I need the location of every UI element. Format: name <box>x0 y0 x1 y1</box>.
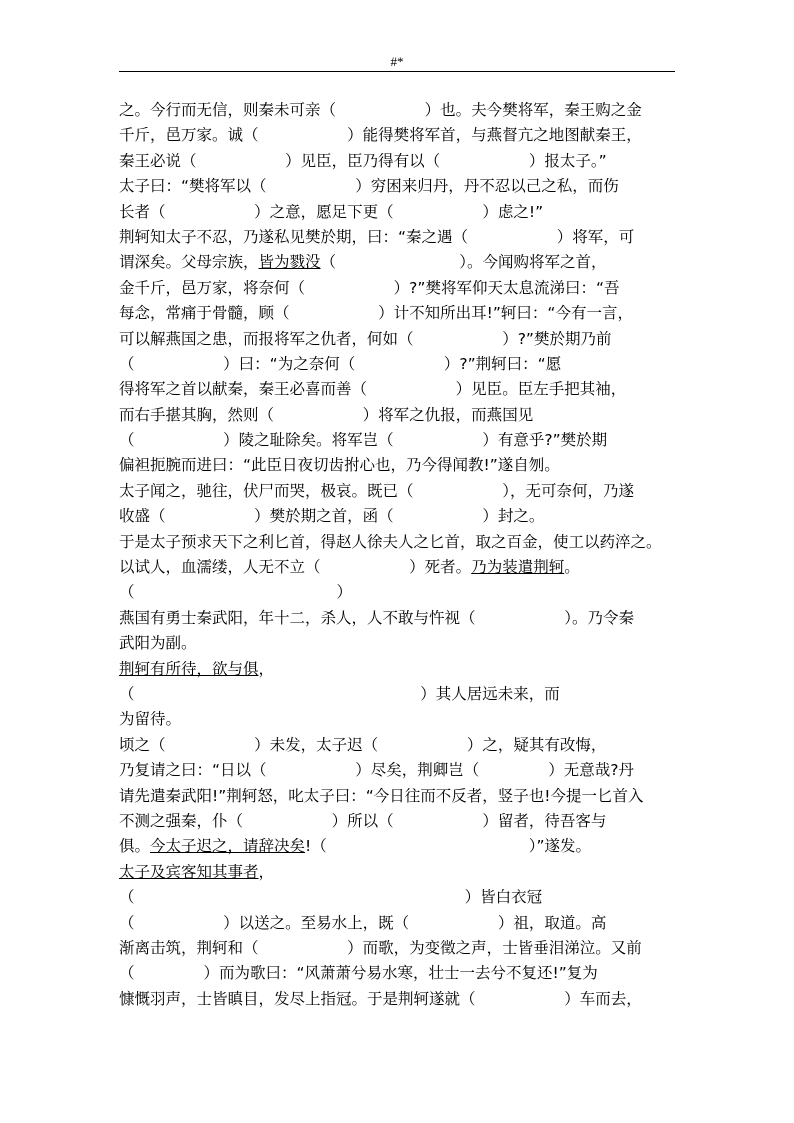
text-line <box>119 911 679 936</box>
text-line <box>119 834 679 859</box>
text-line <box>119 631 679 656</box>
text-line <box>119 885 679 910</box>
text-segment: 俱。 <box>119 837 151 856</box>
header-rule <box>119 71 675 72</box>
text-segment: 谓深矣。父母宗族， <box>119 253 259 272</box>
text-segment: 燕国有勇士秦武阳，年十二，杀人，人不敢与忤视（ ）。乃令秦 <box>119 608 634 627</box>
text-segment: （ ）皆白衣冠 <box>119 888 543 907</box>
text-segment: （ ）。今闻购将军之首， <box>320 253 607 272</box>
text-line <box>119 657 679 682</box>
text-line <box>119 377 679 402</box>
text-segment: 为留待。 <box>119 710 182 729</box>
text-line <box>119 174 679 199</box>
text-line <box>119 555 679 580</box>
text-segment: 以试人，血濡缕，人无不立（ ）死者。 <box>119 558 472 577</box>
text-segment: 每念，常痛于骨髓，顾（ ）计不知所出耳!”轲曰：“今有一言， <box>119 304 633 323</box>
text-line <box>119 123 679 148</box>
text-line <box>119 479 679 504</box>
text-line <box>119 504 679 529</box>
text-line <box>119 733 679 758</box>
text-segment: （ ）曰：“为之奈何（ ）?”荆轲曰：“愿 <box>119 354 562 373</box>
text-line <box>119 276 679 301</box>
text-line <box>119 860 679 885</box>
text-segment: （ ） <box>119 583 353 602</box>
underlined-phrase: 乃为装遣荆轲 <box>471 558 565 577</box>
text-line <box>119 961 679 986</box>
text-line <box>119 453 679 478</box>
text-line <box>119 250 679 275</box>
text-segment: 荆轲知太子不忍，乃遂私见樊於期，曰：“秦之遇（ ）将军，可 <box>119 227 635 246</box>
text-line <box>119 301 679 326</box>
text-segment: 渐离击筑，荆轲和（ ）而歌，为变徵之声，士皆垂泪涕泣。又前 <box>119 938 642 957</box>
text-segment: （ ）陵之耻除矣。将军岂（ ）有意乎?”樊於期 <box>119 431 608 450</box>
text-segment: 太子曰：“樊将军以（ ）穷困来归丹，丹不忍以己之私，而伤 <box>119 177 619 196</box>
underlined-phrase: 今太子迟之，请辞决矣 <box>150 837 306 856</box>
text-segment: 可以解燕国之患，而报将军之仇者，何如（ ）?”樊於期乃前 <box>119 329 612 348</box>
underlined-phrase: 皆为戮没 <box>258 253 321 272</box>
text-segment: 秦王必说（ ）见臣，臣乃得有以（ ）报太子。” <box>119 151 607 170</box>
underlined-phrase: 太子及宾客知其事者 <box>119 862 259 881</box>
worksheet-text <box>119 98 679 1012</box>
text-line <box>119 809 679 834</box>
text-segment: 。 <box>564 558 580 577</box>
text-line <box>119 987 679 1012</box>
text-line <box>119 428 679 453</box>
text-segment: !（ ）”遂发。 <box>305 837 592 856</box>
text-segment: 于是太子预求天下之利匕首，得赵人徐夫人之匕首，取之百金，使工以药淬之。 <box>119 532 662 551</box>
text-segment: 慷慨羽声，士皆瞋目，发尽上指冠。于是荆轲遂就（ ）车而去， <box>119 989 642 1008</box>
text-line <box>119 327 679 352</box>
text-segment: 千斤，邑万家。诚（ ）能得樊将军首，与燕督亢之地图献秦王， <box>119 126 642 145</box>
underlined-phrase: 荆轲有所待，欲与俱 <box>119 659 259 678</box>
text-segment: （ ）而为歌曰：“风萧萧兮易水寒，壮士一去兮不复还!”复为 <box>119 964 598 983</box>
text-line <box>119 936 679 961</box>
text-segment: 偏袒扼腕而进曰：“此臣日夜切齿拊心也，乃今得闻教!”遂自刎。 <box>119 456 560 475</box>
text-segment: 之。今行而无信，则秦未可亲（ ）也。夫今樊将军，秦王购之金 <box>119 101 642 119</box>
text-segment: 收盛（ ）樊於期之首，函（ ）封之。 <box>119 507 545 526</box>
text-segment: 请先遣秦武阳!”荆轲怒，叱太子曰：“今日往而不反者，竖子也!今提一匕首入 <box>119 786 644 805</box>
text-line <box>119 225 679 250</box>
text-segment: 而右手揕其胸，然则（ ）将军之仇报，而燕国见 <box>119 405 534 424</box>
text-line <box>119 606 679 631</box>
text-line <box>119 98 679 123</box>
text-line <box>119 403 679 428</box>
text-segment: 不测之强秦，仆（ ）所以（ ）留者，待吾客与 <box>119 811 607 830</box>
text-line <box>119 682 679 707</box>
text-segment: 顷之（ ）未发，太子迟（ ）之，疑其有改悔， <box>119 735 607 754</box>
text-segment: （ ）其人居远未来，而 <box>119 684 560 703</box>
text-segment: 金千斤，邑万家，将奈何（ ）?”樊将军仰天太息流涕曰：“吾 <box>119 278 620 297</box>
text-line <box>119 784 679 809</box>
page-header-mark: #* <box>390 54 404 69</box>
text-line <box>119 149 679 174</box>
text-line <box>119 707 679 732</box>
text-line <box>119 352 679 377</box>
text-segment: ， <box>258 862 275 881</box>
text-line <box>119 758 679 783</box>
text-line <box>119 580 679 605</box>
text-segment: 得将军之首以献秦，秦王必喜而善（ ）见臣。臣左手把其袖， <box>119 380 627 399</box>
text-segment: 太子闻之，驰往，伏尸而哭，极哀。既已（ ），无可奈何，乃遂 <box>119 481 634 500</box>
text-segment: 长者（ ）之意，愿足下更（ ）虑之!” <box>119 202 544 221</box>
text-segment: （ ）以送之。至易水上，既（ ）祖，取道。高 <box>119 913 607 932</box>
text-segment: 武阳为副。 <box>119 634 197 653</box>
text-segment: ， <box>258 659 275 678</box>
text-segment: 乃复请之曰：“日以（ ）尽矣，荆卿岂（ ）无意哉?丹 <box>119 761 634 780</box>
text-line <box>119 200 679 225</box>
text-line <box>119 530 679 555</box>
